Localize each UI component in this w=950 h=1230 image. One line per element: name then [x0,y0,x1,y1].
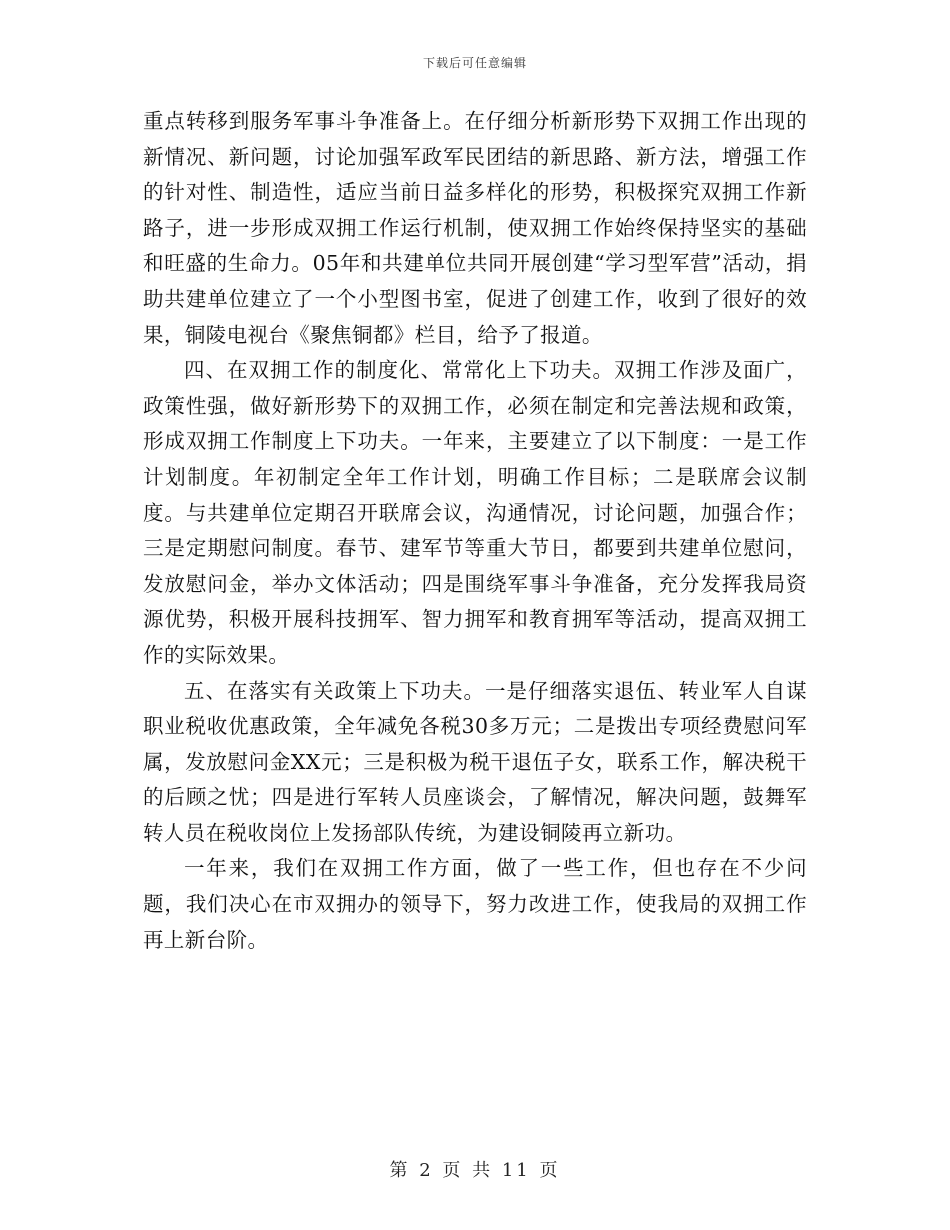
paragraph-continuation: 重点转移到服务军事斗争准备上。在仔细分析新形势下双拥工作出现的新情况、新问题，讨论加强军政军民团结的新思路、新方法，增强工作的针对性、制造性，适应当前日益多样化的形势，积极探究双拥工作新路子，进一步形成双拥工作运行机制，使双拥工作始终保持坚实的基础和旺盛的生命力。05年和共建单位共同开展创建“学习型军营”活动，捐助共建单位建立了一个小型图书室，促进了创建工作，收到了很好的效果，铜陵电视台《聚焦铜都》栏目，给予了报道。 [143,109,807,347]
page-number-footer: 第 2 页 共 11 页 [389,1160,561,1181]
page-header: 下载后可任意编辑 [422,56,527,70]
paragraph-conclusion: 一年来，我们在双拥工作方面，做了一些工作，但也存在不少问题，我们决心在市双拥办的领导下，努力改进工作，使我局的双拥工作再上新台阶。 [143,856,807,952]
document-body [143,104,807,958]
paragraph-section-four: 四、在双拥工作的制度化、常常化上下功夫。双拥工作涉及面广，政策性强，做好新形势下的双拥工作，必须在制定和完善法规和政策，形成双拥工作制度上下功夫。一年来，主要建立了以下制度：一是工作计划制度。年初制定全年工作计划，明确工作目标；二是联席会议制度。与共建单位定期召开联席会议，沟通情况，讨论问题，加强合作；三是定期慰问制度。春节、建军节等重大节日，都要到共建单位慰问，发放慰问金，举办文体活动；四是围绕军事斗争准备，充分发挥我局资源优势，积极开展科技拥军、智力拥军和教育拥军等活动，提高双拥工作的实际效果。 [143,358,807,667]
paragraph-section-five: 五、在落实有关政策上下功夫。一是仔细落实退伍、转业军人自谋职业税收优惠政策，全年减免各税30多万元；二是拨出专项经费慰问军属，发放慰问金XX元；三是积极为税干退伍子女，联系工作，解决税干的后顾之忧；四是进行军转人员座谈会，了解情况，解决问题，鼓舞军转人员在税收岗位上发扬部队传统，为建设铜陵再立新功。 [143,678,807,845]
